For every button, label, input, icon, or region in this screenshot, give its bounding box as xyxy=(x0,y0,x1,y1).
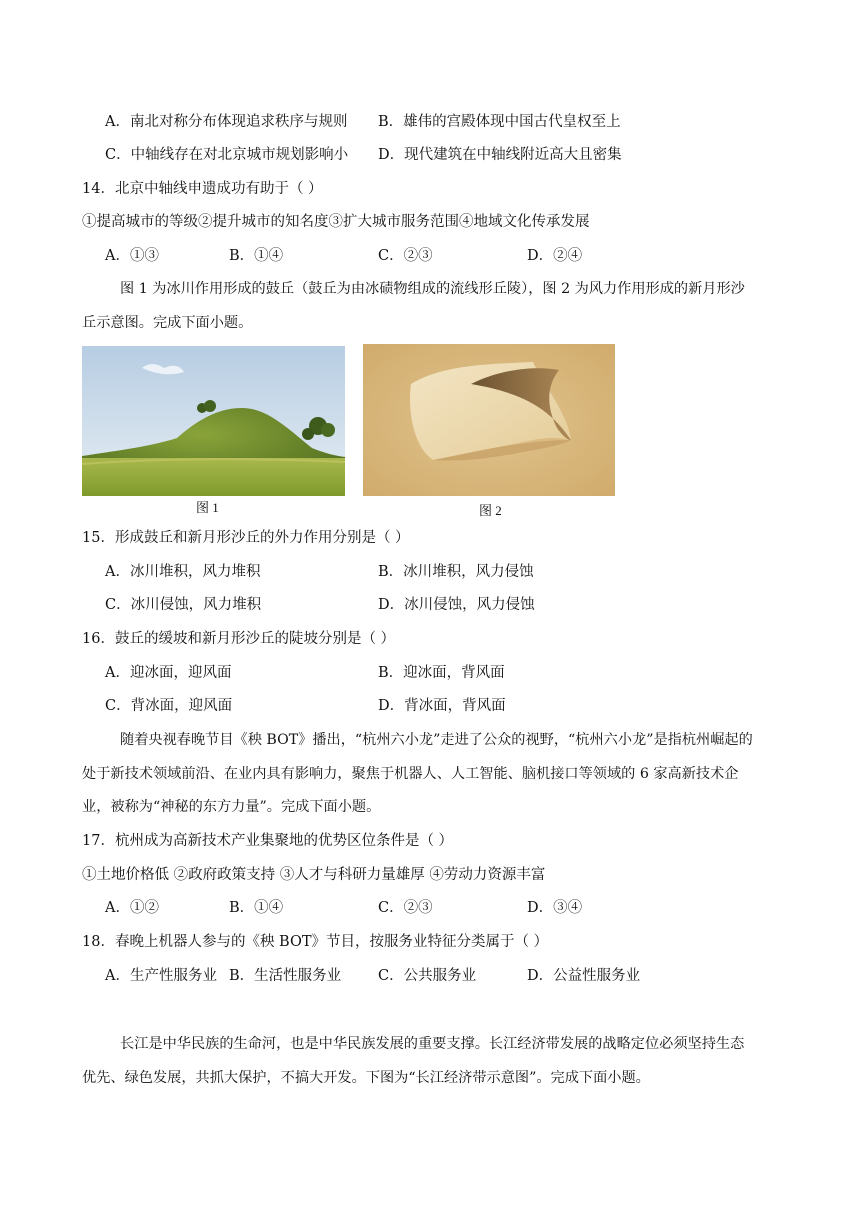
intro-yangtze-line2: 优先、绿色发展，共抓大保护，不搞大开发。下图为“长江经济带示意图”。完成下面小题。 xyxy=(82,1070,650,1086)
q13-option-a: A．南北对称分布体现追求秩序与规则 xyxy=(105,114,348,130)
q18-option-d: D．公益性服务业 xyxy=(527,968,641,984)
figure-1-drumlin-image xyxy=(82,346,345,496)
q14-option-c: C．②③ xyxy=(378,248,433,264)
q17-option-c: C．②③ xyxy=(378,900,433,916)
q18-option-a: A．生产性服务业 xyxy=(105,968,217,984)
figure-1-caption: 图 1 xyxy=(196,500,219,515)
intro-hangzhou-line1: 随着央视春晚节目《秧 BOT》播出，“杭州六小龙”走进了公众的视野，“杭州六小龙”是指杭州崛起的 xyxy=(120,732,753,748)
q17-option-a: A．①② xyxy=(105,900,159,916)
q15-option-c: C．冰川侵蚀，风力堆积 xyxy=(105,597,262,613)
q14-statements: ①提高城市的等级②提升城市的知名度③扩大城市服务范围④地域文化传承发展 xyxy=(82,214,590,230)
q18-option-b: B．生活性服务业 xyxy=(229,968,342,984)
q14-option-d: D．②④ xyxy=(527,248,583,264)
figure-2-barchan-dune-image xyxy=(363,344,615,496)
q16-option-c: C．背冰面，迎风面 xyxy=(105,698,233,714)
q18-stem: 18．春晚上机器人参与的《秧 BOT》节目，按服务业特征分类属于（ ） xyxy=(82,934,549,950)
intro-hangzhou-line3: 业，被称为“神秘的东方力量”。完成下面小题。 xyxy=(82,799,381,815)
q15-option-b: B．冰川堆积，风力侵蚀 xyxy=(378,564,534,580)
q18-option-c: C．公共服务业 xyxy=(378,968,477,984)
q13-option-c: C．中轴线存在对北京城市规划影响小 xyxy=(105,147,349,163)
intro-yangtze-line1: 长江是中华民族的生命河，也是中华民族发展的重要支撑。长江经济带发展的战略定位必须坚持生态 xyxy=(120,1036,745,1052)
q17-option-d: D．③④ xyxy=(527,900,583,916)
q15-option-a: A．冰川堆积，风力堆积 xyxy=(105,564,261,580)
q16-option-b: B．迎冰面，背风面 xyxy=(378,665,505,681)
q14-option-a: A．①③ xyxy=(105,248,159,264)
q16-option-a: A．迎冰面，迎风面 xyxy=(105,665,232,681)
q13-option-b: B．雄伟的宫殿体现中国古代皇权至上 xyxy=(378,114,621,130)
q14-option-b: B．①④ xyxy=(229,248,284,264)
q17-statements: ①土地价格低 ②政府政策支持 ③人才与科研力量雄厚 ④劳动力资源丰富 xyxy=(82,867,546,883)
intro-dunes-line1: 图 1 为冰川作用形成的鼓丘（鼓丘为由冰碛物组成的流线形丘陵），图 2 为风力作用形成的新月形沙 xyxy=(120,281,745,297)
q15-option-d: D．冰川侵蚀，风力侵蚀 xyxy=(378,597,535,613)
q15-stem: 15．形成鼓丘和新月形沙丘的外力作用分别是（ ） xyxy=(82,530,410,546)
q17-option-b: B．①④ xyxy=(229,900,284,916)
q13-option-d: D．现代建筑在中轴线附近高大且密集 xyxy=(378,147,622,163)
figure-2-caption: 图 2 xyxy=(479,503,502,518)
intro-hangzhou-line2: 处于新技术领域前沿、在业内具有影响力，聚焦于机器人、人工智能、脑机接口等领域的 6 家高新技术企 xyxy=(82,766,739,782)
q16-option-d: D．背冰面，背风面 xyxy=(378,698,506,714)
q16-stem: 16．鼓丘的缓坡和新月形沙丘的陡坡分别是（ ） xyxy=(82,631,396,647)
q17-stem: 17．杭州成为高新技术产业集聚地的优势区位条件是（ ） xyxy=(82,833,454,849)
intro-dunes-line2: 丘示意图。完成下面小题。 xyxy=(82,315,253,331)
q14-stem: 14．北京中轴线申遗成功有助于（ ） xyxy=(82,181,323,197)
